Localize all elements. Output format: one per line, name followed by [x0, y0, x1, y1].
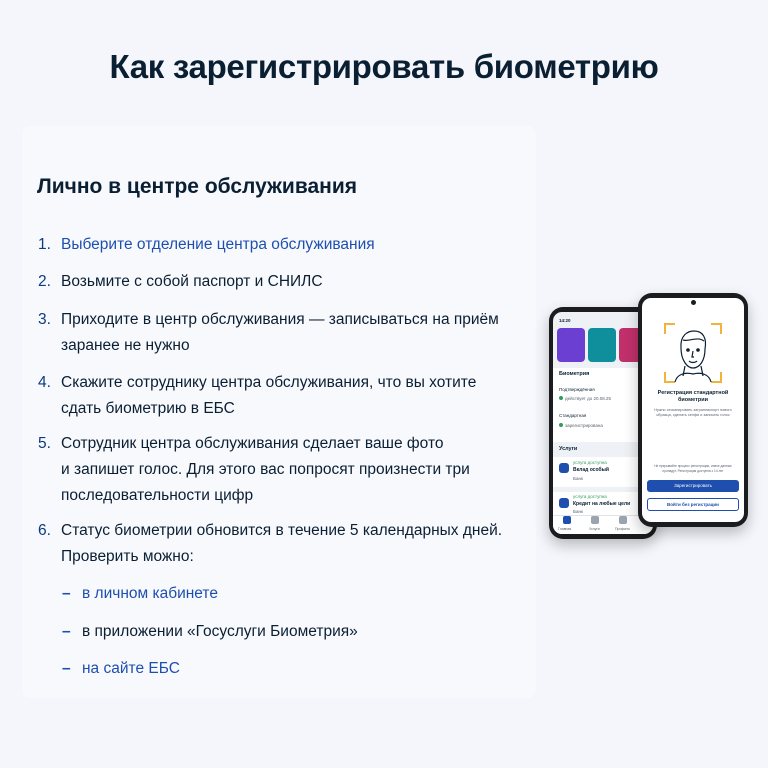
step-text-line: Статус биометрии обновится в течение 5 календарных дней. — [61, 522, 503, 539]
step-link[interactable]: Выберите отделение центра обслуживания — [61, 236, 375, 253]
status-dot-icon — [559, 423, 563, 427]
service-tag: услуга доступна — [573, 460, 607, 465]
heading-line: Регистрация стандартной — [657, 390, 729, 396]
profile-icon[interactable] — [619, 516, 627, 524]
service-bank: Банк — [573, 476, 583, 481]
camera-icon — [691, 300, 696, 305]
dash-bullet: – — [62, 660, 71, 677]
step-text-line: Проверить можно: — [61, 548, 194, 565]
step-text-line: последовательности цифр — [61, 487, 254, 504]
home-icon[interactable] — [563, 516, 571, 524]
step-text-line: и запишет голос. Для этого вас попросят произнести три — [61, 461, 470, 478]
status-dot-icon — [559, 396, 563, 400]
phone-front-mockup — [638, 293, 748, 527]
service-tag: услуга доступна — [573, 494, 607, 499]
step-number: 4. — [38, 374, 51, 391]
sub-item-link[interactable]: в личном кабинете — [82, 585, 218, 602]
sub-item-link[interactable]: на сайте ЕБС — [82, 660, 180, 677]
bank-icon — [559, 463, 569, 473]
step-text-line: Приходите в центр обслуживания — записываться на приём — [61, 311, 499, 328]
standard-status-text: зарегистрирована — [565, 423, 603, 428]
service-title: Вклад особый — [573, 467, 609, 473]
step-number: 1. — [38, 236, 51, 253]
services-header: Услуги — [559, 446, 578, 452]
service-tile — [557, 328, 585, 362]
standard-label: Стандартная — [559, 413, 587, 418]
confirmed-status — [559, 396, 611, 402]
heading-line: биометрии — [678, 397, 708, 403]
section-title: Лично в центре обслуживания — [37, 175, 357, 198]
step-number: 5. — [38, 435, 51, 452]
skip-registration-button[interactable]: Войти без регистрации — [647, 498, 739, 511]
service-tile — [588, 328, 616, 362]
step-text-line: Скажите сотруднику центра обслуживания, что вы хотите — [61, 374, 477, 391]
sub-item-text: в приложении «Госуслуги Биометрия» — [82, 623, 358, 640]
standard-status — [559, 423, 603, 429]
bank-icon — [559, 498, 569, 508]
confirmed-label: Подтверждённая — [559, 387, 595, 392]
registration-note: Не прерывайте процесс регистрации, иначе данные пропадут. Регистрация доступна с 14 лет — [654, 464, 732, 473]
grid-icon[interactable] — [591, 516, 599, 524]
service-bank: Банк — [573, 509, 583, 514]
biometry-header: Биометрия — [559, 371, 590, 377]
registration-heading — [642, 390, 744, 404]
register-button[interactable]: Зарегистрировать — [647, 480, 739, 492]
page-title: Как зарегистрировать биометрию — [109, 48, 659, 85]
dash-bullet: – — [62, 585, 71, 602]
step-text-line: заранее не нужно — [61, 337, 190, 354]
nav-label: Услуги — [589, 527, 600, 531]
confirmed-status-text: действует до 20.08.25 — [565, 396, 612, 401]
dash-bullet: – — [62, 623, 71, 640]
face-scan-icon — [663, 322, 723, 384]
nav-label: Профиль — [615, 527, 631, 531]
step-text-line: сдать биометрию в ЕБС — [61, 400, 235, 417]
step-text: Возьмите с собой паспорт и СНИЛС — [61, 273, 323, 290]
step-number: 3. — [38, 311, 51, 328]
registration-description: Нужно отсканировать загранпаспорт нового образца, сделать селфи и записать голос — [654, 408, 732, 417]
service-title: Кредит на любые цели — [573, 501, 631, 507]
step-text-line: Сотрудник центра обслуживания сделает ваше фото — [61, 435, 444, 452]
step-number: 2. — [38, 273, 51, 290]
nav-label: Главная — [558, 527, 572, 531]
phone-front-screen — [642, 298, 744, 522]
step-number: 6. — [38, 522, 51, 539]
status-time: 14:20 — [559, 318, 571, 323]
